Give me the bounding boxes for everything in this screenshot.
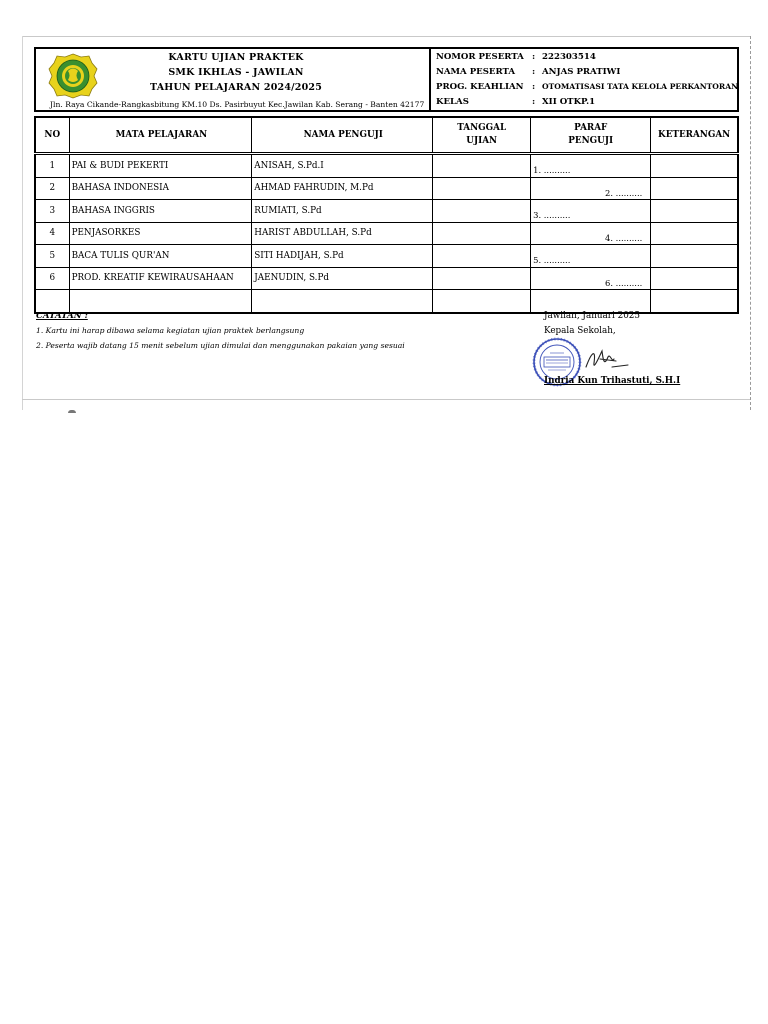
exam-card: [34, 47, 739, 386]
exam-table: [34, 116, 739, 314]
col-header-no: NO: [35, 117, 69, 154]
info-row-program: PROG. KEAHLIAN : OTOMATISASI TATA KELOLA PERKANTORAN: [436, 82, 739, 92]
academic-year: TAHUN PELAJARAN 2024/2025: [149, 82, 323, 93]
table-row-empty: [35, 290, 738, 313]
table-row: 4 PENJASORKES HARIST ABDULLAH, S.Pd 4. ..........: [35, 222, 738, 245]
card-header: [34, 47, 431, 112]
col-header-date: TANGGAL UJIAN: [433, 117, 531, 154]
sign-cell[interactable]: 6. ..........: [531, 267, 651, 290]
date-cell[interactable]: [433, 154, 531, 178]
date-cell[interactable]: [433, 200, 531, 223]
notes-title: CATATAN :: [36, 311, 88, 321]
school-name: SMK IKHLAS - JAWILAN: [168, 67, 304, 78]
sign-cell[interactable]: 3. ..........: [531, 200, 651, 223]
note-item: 1. Kartu ini harap dibawa selama kegiatan ujian praktek berlangsung: [36, 326, 305, 335]
school-crest-icon: [48, 53, 98, 99]
sign-cell[interactable]: 5. ..........: [531, 245, 651, 268]
date-cell[interactable]: [433, 222, 531, 245]
page-left-border: [22, 36, 23, 410]
note-cell[interactable]: [651, 154, 738, 178]
page-top-border: [22, 36, 750, 37]
date-cell[interactable]: [433, 290, 531, 313]
note-cell[interactable]: [651, 290, 738, 313]
page-bottom-border: [22, 399, 750, 400]
school-address: Jln. Raya Cikande-Rangkasbitung KM.10 Ds. Pasirbuyut Kec.Jawilan Kab. Serang - Banten 42177: [50, 100, 425, 109]
note-cell[interactable]: [651, 222, 738, 245]
col-header-subject: MATA PELAJARAN: [69, 117, 252, 154]
page-right-border: [750, 36, 751, 410]
handwritten-signature-icon: [582, 345, 632, 375]
table-row: 6 PROD. KREATIF KEWIRAUSAHAAN JAENUDIN, S.Pd 6. ..........: [35, 267, 738, 290]
note-cell[interactable]: [651, 267, 738, 290]
sign-cell[interactable]: [531, 290, 651, 313]
info-row-participant-name: NAMA PESERTA : ANJAS PRATIWI: [436, 67, 621, 77]
table-header-row: [35, 117, 738, 154]
note-cell[interactable]: [651, 245, 738, 268]
participant-info: [431, 47, 739, 112]
sign-cell[interactable]: 1. ..........: [531, 154, 651, 178]
date-cell[interactable]: [433, 267, 531, 290]
note-item: 2. Peserta wajib datang 15 menit sebelum ujian dimulai dan menggunakan pakaian yang sesuai: [36, 341, 405, 350]
note-cell[interactable]: [651, 200, 738, 223]
sign-cell[interactable]: 4. ..........: [531, 222, 651, 245]
date-cell[interactable]: [433, 245, 531, 268]
info-row-class: KELAS : XII OTKP.1: [436, 97, 596, 107]
principal-name: Indria Kun Trihastuti, S.H.I: [544, 376, 681, 386]
col-header-note: KETERANGAN: [651, 117, 738, 154]
signature-title: Kepala Sekolah,: [544, 326, 616, 336]
note-cell[interactable]: [651, 177, 738, 200]
col-header-sign: PARAF PENGUJI: [531, 117, 651, 154]
col-header-examiner: NAMA PENGUJI: [252, 117, 433, 154]
page-mark: [68, 410, 76, 413]
table-row: 2 BAHASA INDONESIA AHMAD FAHRUDIN, M.Pd 2. ..........: [35, 177, 738, 200]
signature-place-date: Jawilan, Januari 2025: [544, 311, 640, 321]
sign-cell[interactable]: 2. ..........: [531, 177, 651, 200]
info-row-participant-number: NOMOR PESERTA : 222303514: [436, 52, 596, 62]
table-row: 3 BAHASA INGGRIS RUMIATI, S.Pd 3. ..........: [35, 200, 738, 223]
card-title: KARTU UJIAN PRAKTEK: [168, 52, 304, 63]
table-row: 5 BACA TULIS QUR'AN SITI HADIJAH, S.Pd 5. ..........: [35, 245, 738, 268]
date-cell[interactable]: [433, 177, 531, 200]
table-row: 1 PAI & BUDI PEKERTI ANISAH, S.Pd.I 1. ..........: [35, 154, 738, 178]
